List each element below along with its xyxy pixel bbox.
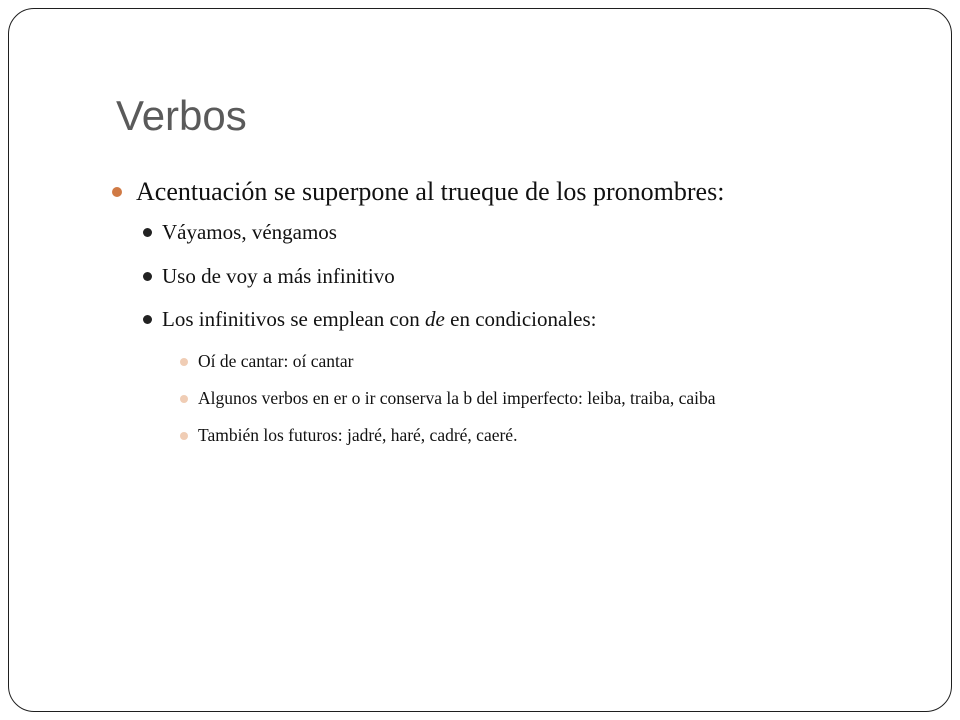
slide-title: Verbos <box>116 92 247 139</box>
bullet-text: También los futuros: jadré, haré, cadré, caeré. <box>198 425 518 445</box>
sub-sub-bullet-item <box>198 427 517 445</box>
bullet-text-before: Los infinitivos se emplean con <box>162 307 426 331</box>
bullet-emphasis: de <box>425 307 445 331</box>
bullet-dot-icon <box>180 358 188 366</box>
bullet-text: Oí de cantar: oí cantar <box>198 351 354 371</box>
bullet-item <box>136 179 724 205</box>
bullet-dot-icon <box>143 228 152 237</box>
bullet-dot-icon <box>112 187 122 197</box>
bullet-dot-icon <box>143 315 152 324</box>
bullet-text: Algunos verbos en er o ir conserva la b del imperfecto: leiba, traiba, caiba <box>198 388 716 408</box>
bullet-dot-icon <box>143 272 152 281</box>
bullet-dot-icon <box>180 432 188 440</box>
bullet-text: Váyamos, véngamos <box>162 220 337 244</box>
sub-sub-bullet-item <box>198 390 716 408</box>
bullet-text: Acentuación se superpone al trueque de los pronombres: <box>136 177 725 206</box>
sub-bullet-item <box>162 309 597 330</box>
sub-sub-bullet-item <box>198 353 353 371</box>
bullet-text: Uso de voy a más infinitivo <box>162 264 395 288</box>
sub-bullet-item <box>162 222 337 243</box>
bullet-dot-icon <box>180 395 188 403</box>
bullet-text-after: en condicionales: <box>444 307 597 331</box>
slide <box>8 8 952 712</box>
sub-bullet-item <box>162 266 395 287</box>
